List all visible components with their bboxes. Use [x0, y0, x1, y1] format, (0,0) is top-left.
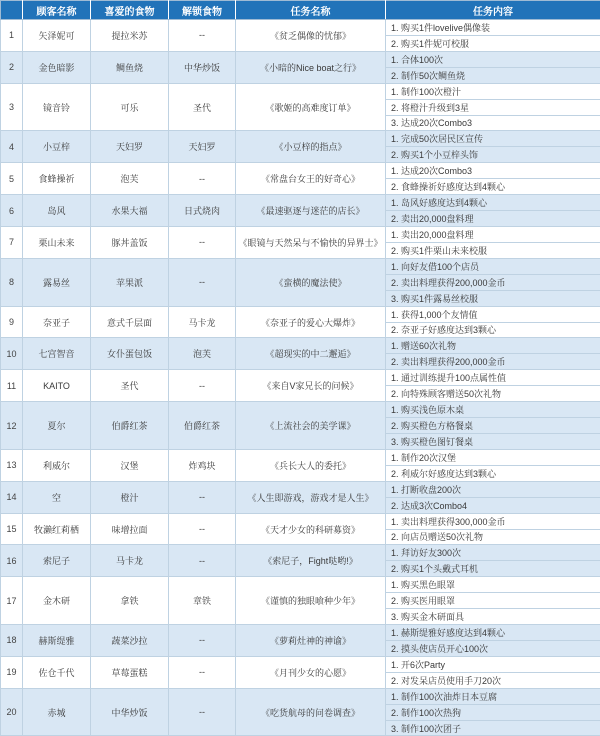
table-row — [1, 656, 600, 672]
task-content-cell: 2. 对发呆店员使用手刀20次 — [386, 672, 600, 688]
favorite-food-cell: 拿铁 — [91, 577, 169, 625]
customer-name-cell: 食蜂操祈 — [23, 163, 91, 195]
unlock-food-cell: 天妇罗 — [169, 131, 236, 163]
task-content-cell: 3. 购买金木研面具 — [386, 609, 600, 625]
row-number-cell: 13 — [1, 449, 23, 481]
table-row — [1, 226, 600, 242]
table-row — [1, 545, 600, 561]
task-content-cell: 2. 购买1个小豆梓头饰 — [386, 147, 600, 163]
row-number-cell: 9 — [1, 306, 23, 338]
row-number-cell: 14 — [1, 481, 23, 513]
favorite-food-cell: 苹果派 — [91, 258, 169, 306]
table-row — [1, 195, 600, 211]
row-number-cell: 10 — [1, 338, 23, 370]
row-number-cell: 3 — [1, 83, 23, 131]
task-content-cell: 2. 将橙汁升级到3星 — [386, 99, 600, 115]
table-row — [1, 131, 600, 147]
favorite-food-cell: 汉堡 — [91, 449, 169, 481]
task-content-cell: 3. 购买1件露易丝校服 — [386, 290, 600, 306]
table-row — [1, 163, 600, 179]
favorite-food-cell: 味增拉面 — [91, 513, 169, 545]
favorite-food-cell: 豚丼盖饭 — [91, 226, 169, 258]
task-content-cell: 2. 购买1件栗山未来校服 — [386, 242, 600, 258]
task-content-cell: 3. 制作100次团子 — [386, 720, 600, 736]
favorite-food-cell: 天妇罗 — [91, 131, 169, 163]
header-corner-cell — [1, 1, 23, 20]
table-row — [1, 625, 600, 641]
task-content-cell: 1. 制作100次油炸日本豆腐 — [386, 688, 600, 704]
task-content-cell: 2. 购买橙色方格餐桌 — [386, 418, 600, 434]
task-content-cell: 2. 卖出料理获得200,000金币 — [386, 274, 600, 290]
customer-name-cell: 露易丝 — [23, 258, 91, 306]
favorite-food-cell: 中华炒饭 — [91, 688, 169, 736]
task-name-cell: 《蛮横的魔法使》 — [236, 258, 386, 306]
header-unlock-food: 解锁食物 — [169, 1, 236, 20]
task-content-cell: 2. 奈亚子好感度达到3颗心 — [386, 322, 600, 338]
customer-name-cell: 金木研 — [23, 577, 91, 625]
customer-name-cell: 七宫智音 — [23, 338, 91, 370]
task-content-cell: 1. 购买黑色眼罩 — [386, 577, 600, 593]
header-favorite-food: 喜爱的食物 — [91, 1, 169, 20]
task-content-cell: 1. 购买浅色原木桌 — [386, 402, 600, 418]
favorite-food-cell: 水果大福 — [91, 195, 169, 227]
row-number-cell: 16 — [1, 545, 23, 577]
task-name-cell: 《贫乏偶像的忧郁》 — [236, 20, 386, 52]
task-content-cell: 1. 达成20次Combo3 — [386, 163, 600, 179]
task-name-cell: 《奈亚子的爱心大爆炸》 — [236, 306, 386, 338]
unlock-food-cell: 圣代 — [169, 83, 236, 131]
unlock-food-cell: 章铁 — [169, 577, 236, 625]
task-content-cell: 2. 制作100次热狗 — [386, 704, 600, 720]
customer-name-cell: 矢泽妮可 — [23, 20, 91, 52]
table-row — [1, 306, 600, 322]
task-name-cell: 《吃货航母的问卷调查》 — [236, 688, 386, 736]
task-content-cell: 2. 购买医用眼罩 — [386, 593, 600, 609]
unlock-food-cell: 日式烧肉 — [169, 195, 236, 227]
task-content-cell: 1. 合体100次 — [386, 51, 600, 67]
task-name-cell: 《歌姬的高难度订单》 — [236, 83, 386, 131]
task-name-cell: 《月刊少女的心愿》 — [236, 656, 386, 688]
unlock-food-cell: 马卡龙 — [169, 306, 236, 338]
table-row — [1, 449, 600, 465]
task-name-cell: 《常盘台女王的好奇心》 — [236, 163, 386, 195]
row-number-cell: 7 — [1, 226, 23, 258]
task-content-cell: 1. 通过训练提升100点属性值 — [386, 370, 600, 386]
table-row — [1, 577, 600, 593]
row-number-cell: 15 — [1, 513, 23, 545]
task-name-cell: 《萝莉灶神的神谕》 — [236, 625, 386, 657]
customer-name-cell: 奈亚子 — [23, 306, 91, 338]
customer-name-cell: 利威尔 — [23, 449, 91, 481]
task-content-cell: 1. 岛风好感度达到4颗心 — [386, 195, 600, 211]
task-content-cell: 1. 卖出料理获得300,000金币 — [386, 513, 600, 529]
row-number-cell: 12 — [1, 402, 23, 450]
favorite-food-cell: 橙汁 — [91, 481, 169, 513]
row-number-cell: 19 — [1, 656, 23, 688]
task-content-cell: 2. 购买1个头戴式耳机 — [386, 561, 600, 577]
task-name-cell: 《上流社会的美学课》 — [236, 402, 386, 450]
task-name-cell: 《人生即游戏，游戏才是人生》 — [236, 481, 386, 513]
customer-name-cell: 赫斯缇雅 — [23, 625, 91, 657]
row-number-cell: 20 — [1, 688, 23, 736]
table-row — [1, 338, 600, 354]
unlock-food-cell: -- — [169, 163, 236, 195]
task-content-cell: 2. 购买1件妮可校服 — [386, 35, 600, 51]
task-name-cell: 《谨慎的独眼喰种少年》 — [236, 577, 386, 625]
row-number-cell: 17 — [1, 577, 23, 625]
favorite-food-cell: 草莓蛋糕 — [91, 656, 169, 688]
header-task-name: 任务名称 — [236, 1, 386, 20]
customer-name-cell: 岛风 — [23, 195, 91, 227]
unlock-food-cell: -- — [169, 481, 236, 513]
customer-name-cell: 金色暗影 — [23, 51, 91, 83]
task-name-cell: 《超现实的中二邂逅》 — [236, 338, 386, 370]
task-content-cell: 2. 卖出20,000盘料理 — [386, 211, 600, 227]
task-content-cell: 3. 达成20次Combo3 — [386, 115, 600, 131]
table-header — [1, 1, 600, 20]
customer-name-cell: 小豆梓 — [23, 131, 91, 163]
favorite-food-cell: 可乐 — [91, 83, 169, 131]
customer-name-cell: 索尼子 — [23, 545, 91, 577]
table-row — [1, 402, 600, 418]
task-name-cell: 《索尼子，Fight哒哟!》 — [236, 545, 386, 577]
task-name-cell: 《眼镜与天然呆与不愉快的异界士》 — [236, 226, 386, 258]
row-number-cell: 6 — [1, 195, 23, 227]
task-name-cell: 《兵长大人的委托》 — [236, 449, 386, 481]
row-number-cell: 18 — [1, 625, 23, 657]
task-name-cell: 《天才少女的科研募资》 — [236, 513, 386, 545]
unlock-food-cell: 泡芙 — [169, 338, 236, 370]
favorite-food-cell: 马卡龙 — [91, 545, 169, 577]
customer-name-cell: 栗山未来 — [23, 226, 91, 258]
task-content-cell: 1. 开6次Party — [386, 656, 600, 672]
task-content-cell: 1. 拜访好友300次 — [386, 545, 600, 561]
favorite-food-cell: 女仆蛋包饭 — [91, 338, 169, 370]
customer-name-cell: KAITO — [23, 370, 91, 402]
task-content-cell: 2. 制作50次鲷鱼烧 — [386, 67, 600, 83]
unlock-food-cell: -- — [169, 545, 236, 577]
task-content-cell: 3. 购买橙色图钉餐桌 — [386, 433, 600, 449]
task-content-cell: 2. 利威尔好感度达到3颗心 — [386, 465, 600, 481]
customer-name-cell: 空 — [23, 481, 91, 513]
unlock-food-cell: -- — [169, 513, 236, 545]
row-number-cell: 11 — [1, 370, 23, 402]
task-content-cell: 2. 食蜂操祈好感度达到4颗心 — [386, 179, 600, 195]
task-name-cell: 《小暗的Nice boat之行》 — [236, 51, 386, 83]
quest-table-body — [1, 20, 600, 736]
unlock-food-cell: -- — [169, 258, 236, 306]
favorite-food-cell: 蔬菜沙拉 — [91, 625, 169, 657]
unlock-food-cell: -- — [169, 688, 236, 736]
row-number-cell: 8 — [1, 258, 23, 306]
customer-name-cell: 赤城 — [23, 688, 91, 736]
customer-name-cell: 镜音铃 — [23, 83, 91, 131]
task-name-cell: 《来自V家兄长的问候》 — [236, 370, 386, 402]
task-content-cell: 1. 向好友借100个店员 — [386, 258, 600, 274]
task-content-cell: 1. 制作20次汉堡 — [386, 449, 600, 465]
task-content-cell: 1. 赫斯缇雅好感度达到4颗心 — [386, 625, 600, 641]
table-row — [1, 51, 600, 67]
row-number-cell: 2 — [1, 51, 23, 83]
task-content-cell: 2. 摸头使店员开心100次 — [386, 640, 600, 656]
row-number-cell: 1 — [1, 20, 23, 52]
unlock-food-cell: -- — [169, 370, 236, 402]
task-content-cell: 1. 获得1,000个友情值 — [386, 306, 600, 322]
table-row — [1, 20, 600, 36]
favorite-food-cell: 圣代 — [91, 370, 169, 402]
unlock-food-cell: -- — [169, 656, 236, 688]
unlock-food-cell: -- — [169, 226, 236, 258]
task-content-cell: 2. 向店员赠送50次礼物 — [386, 529, 600, 545]
header-row — [1, 1, 600, 20]
row-number-cell: 4 — [1, 131, 23, 163]
table-row — [1, 688, 600, 704]
task-content-cell: 1. 购买1件lovelive偶像装 — [386, 20, 600, 36]
unlock-food-cell: 伯爵红茶 — [169, 402, 236, 450]
task-content-cell: 1. 制作100次橙汁 — [386, 83, 600, 99]
favorite-food-cell: 鲷鱼烧 — [91, 51, 169, 83]
row-number-cell: 5 — [1, 163, 23, 195]
favorite-food-cell: 泡芙 — [91, 163, 169, 195]
customer-name-cell: 牧濑红莉栖 — [23, 513, 91, 545]
task-content-cell: 1. 卖出20,000盘料理 — [386, 226, 600, 242]
favorite-food-cell: 提拉米苏 — [91, 20, 169, 52]
task-content-cell: 1. 完成50次居民区宣传 — [386, 131, 600, 147]
customer-name-cell: 佐仓千代 — [23, 656, 91, 688]
customer-name-cell: 夏尔 — [23, 402, 91, 450]
header-customer-name: 顾客名称 — [23, 1, 91, 20]
unlock-food-cell: -- — [169, 625, 236, 657]
task-content-cell: 1. 打断收盘200次 — [386, 481, 600, 497]
task-content-cell: 2. 卖出料理获得200,000金币 — [386, 354, 600, 370]
task-content-cell: 2. 达成3次Combo4 — [386, 497, 600, 513]
task-name-cell: 《最速驱逐与迷茫的店长》 — [236, 195, 386, 227]
task-content-cell: 1. 赠送60次礼物 — [386, 338, 600, 354]
task-name-cell: 《小豆梓的指点》 — [236, 131, 386, 163]
unlock-food-cell: 中华炒饭 — [169, 51, 236, 83]
table-row — [1, 513, 600, 529]
table-row — [1, 481, 600, 497]
favorite-food-cell: 伯爵红茶 — [91, 402, 169, 450]
unlock-food-cell: -- — [169, 20, 236, 52]
table-row — [1, 258, 600, 274]
task-content-cell: 2. 向特殊顾客赠送50次礼物 — [386, 386, 600, 402]
unlock-food-cell: 炸鸡块 — [169, 449, 236, 481]
table-row — [1, 83, 600, 99]
table-row — [1, 370, 600, 386]
favorite-food-cell: 意式千层面 — [91, 306, 169, 338]
header-task-content: 任务内容 — [386, 1, 600, 20]
